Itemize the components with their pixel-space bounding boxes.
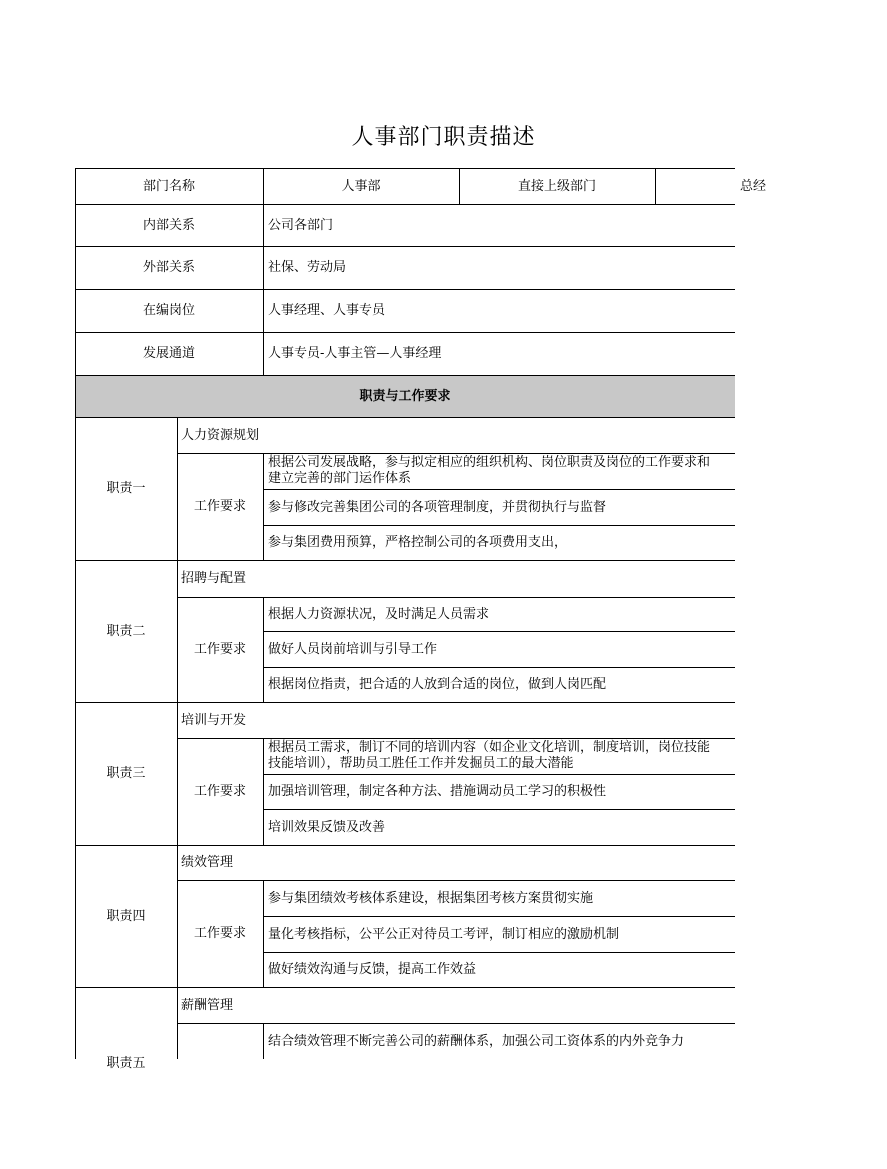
req-text: 做好绩效沟通与反馈，提高工作效益 (268, 962, 477, 977)
req-text: 做好人员岗前培训与引导工作 (268, 641, 438, 657)
req-text: 技能培训），帮助员工胜任工作并发掘员工的最大潜能 (268, 755, 574, 771)
superior-label: 直接上级部门 (517, 178, 596, 194)
positions-value: 人事经理、人事专员 (268, 303, 386, 318)
external-label: 外部关系 (142, 260, 195, 275)
req-text: 参与集团费用预算，严格控制公司的各项费用支出， (268, 535, 568, 550)
req-text: 根据人力资源状况，及时满足人员需求 (268, 606, 490, 622)
path-value: 人事专员-人事主管—人事经理 (268, 346, 442, 361)
grid-line (263, 332, 264, 375)
req-text: 建立完善的部门运作体系 (268, 470, 412, 486)
grid-line (263, 453, 264, 560)
duty-label: 职责二 (106, 623, 146, 639)
internal-label: 内部关系 (142, 217, 195, 233)
grid-line (263, 1023, 264, 1059)
positions-label: 在编岗位 (142, 303, 195, 318)
duty-table (75, 168, 766, 1071)
duty-label: 职责五 (106, 1055, 146, 1071)
duty-label: 职责四 (106, 908, 146, 924)
grid-line (263, 880, 264, 987)
dept-name-value: 人事部 (341, 178, 381, 194)
duty-label: 职责一 (106, 481, 146, 496)
req-label: 工作要求 (193, 926, 246, 941)
grid-line (263, 597, 264, 702)
duty-name: 绩效管理 (181, 855, 234, 870)
grid-line (263, 246, 264, 289)
req-text: 参与集团绩效考核体系建设，根据集团考核方案贯彻实施 (268, 890, 594, 906)
req-text: 参与修改完善集团公司的各项管理制度，并贯彻执行与监督 (268, 499, 607, 515)
req-label: 工作要求 (193, 642, 246, 657)
req-text: 量化考核指标，公平公正对待员工考评，制订相应的激励机制 (268, 926, 620, 942)
grid-line (263, 204, 264, 246)
duty-label: 职责三 (106, 766, 146, 781)
grid-line (75, 987, 735, 988)
duty-name: 培训与开发 (181, 712, 247, 728)
duty-name: 招聘与配置 (181, 571, 247, 586)
path-label: 发展通道 (142, 346, 195, 361)
req-text: 根据岗位指责，把合适的人放到合适的岗位，做到人岗匹配 (268, 677, 607, 692)
internal-value: 公司各部门 (268, 217, 334, 233)
grid-line (263, 289, 264, 332)
req-text: 根据员工需求，制订不同的培训内容（如企业文化培训，制度培训，岗位技能 (268, 739, 711, 755)
req-label: 工作要求 (193, 784, 246, 799)
duty-name: 薪酬管理 (181, 997, 234, 1013)
dept-name-label: 部门名称 (142, 178, 195, 194)
duty-name: 人力资源规划 (181, 427, 260, 443)
req-text: 培训效果反馈及改善 (268, 819, 386, 835)
req-text: 根据公司发展战略，参与拟定相应的组织机构、岗位职责及岗位的工作要求和 (268, 454, 711, 470)
req-text: 结合绩效管理不断完善公司的薪酬体系，加强公司工资体系的内外竞争力 (268, 1033, 685, 1049)
page-title: 人事部门职责描述 (351, 125, 536, 150)
section-title: 职责与工作要求 (359, 388, 451, 404)
req-label: 工作要求 (193, 499, 246, 514)
grid-line (263, 738, 264, 845)
superior-value: 总经 (739, 178, 766, 194)
req-text: 加强培训管理，制定各种方法、措施调动员工学习的积极性 (268, 784, 607, 799)
external-value: 社保、劳动局 (268, 260, 347, 275)
